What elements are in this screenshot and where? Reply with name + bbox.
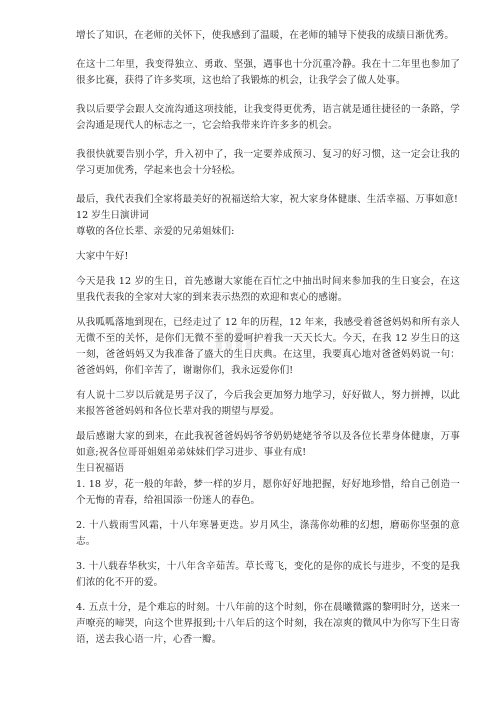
- wish-item-3: 3. 十八载春华秋实，十八年含辛茹苦。草长莺飞，变化的是你的成长与进步，不变的是我们浓的化不开的爱。: [76, 561, 460, 588]
- speech-paragraph-thanks: 今天是我 12 岁的生日，首先感谢大家能在百忙之中抽出时间来参加我的生日宴会，在这里我代表我的全家对大家的到来表示热烈的欢迎和衷心的感谢。: [76, 276, 460, 303]
- paragraph-communication: 我以后要学会跟人交流沟通这项技能，让我变得更优秀，语言就是通往捷径的一条路，学会沟通是现代人的标志之一，它会给我带来许许多多的机会。: [76, 104, 460, 131]
- speech-paragraph-growing-up: 有人说十二岁以后就是男子汉了，今后我会更加努力地学习，好好做人，努力拼搏，以此来报答爸爸妈妈和各位长辈对我的期望与厚爱。: [76, 390, 460, 417]
- wish-item-4: 4. 五点十分，是个难忘的时刻。十八年前的这个时刻，你在晨曦微露的黎明时分，送来一声嘹亮的啼哭，向这个世界报到;十八年后的这个时刻，我在凉爽的微风中为你写下生日寄语，送去我心语一片，心香一瓣。: [76, 602, 460, 645]
- speech-paragraph-parents: 从我呱呱落地到现在，已经走过了 12 年的历程，12 年来，我感受着爸爸妈妈和所有亲人无微不至的关怀，是你们无微不至的爱呵护着我一天天长大。今天，在我 12 岁生日的这一刻，爸爸妈妈又为我准备了盛大的生日庆典。在这里，我要真心地对爸爸妈妈说一句：爸爸妈妈，你们辛苦了，谢谢你们，我永远爱你们!: [76, 317, 460, 376]
- paragraph-middle-school: 我很快就要告别小学，升入初中了，我一定要养成预习、复习的好习惯，这一定会让我的学习更加优秀，学起来也会十分轻松。: [76, 149, 460, 176]
- paragraph-twelve-years: 在这十二年里，我变得独立、勇敢、坚强，遇事也十分沉重冷静。我在十二年里也参加了很多比赛，获得了许多奖项，这也给了我锻炼的机会，让我学会了做人处事。: [76, 59, 460, 86]
- speech-paragraph-closing: 最后感谢大家的到来，在此我祝爸爸妈妈爷爷奶奶姥姥爷爷以及各位长辈身体健康，万事如意;祝各位哥哥姐姐弟弟妹妹们学习进步、事业有成!: [76, 431, 460, 458]
- wish-item-2: 2. 十八载雨雪风霜，十八年寒暑更迭。岁月风尘，涤荡你幼稚的幻想，磨砺你坚强的意志。: [76, 520, 460, 547]
- paragraph-blessing: 最后，我代表我们全家将最美好的祝福送给大家，祝大家身体健康、生活幸福、万事如意!: [76, 194, 459, 205]
- speech-salutation: 尊敬的各位长辈、亲爱的兄弟姐妹们:: [76, 226, 235, 237]
- wish-item-1: 1. 18 岁，花一般的年龄，梦一样的岁月，愿你好好地把握，好好地珍惜，给自己创造一个无悔的青春，给祖国添一份迷人的春色。: [76, 479, 460, 506]
- watermark-mark: [214, 328, 258, 352]
- wishes-title: 生日祝福语: [76, 463, 124, 474]
- speech-greeting: 大家中午好!: [76, 251, 129, 262]
- speech-title: 12 岁生日演讲词: [76, 210, 149, 221]
- paragraph-intro-ending: 增长了知识，在老师的关怀下，使我感到了温暖，在老师的辅导下使我的成绩日渐优秀。: [76, 30, 455, 41]
